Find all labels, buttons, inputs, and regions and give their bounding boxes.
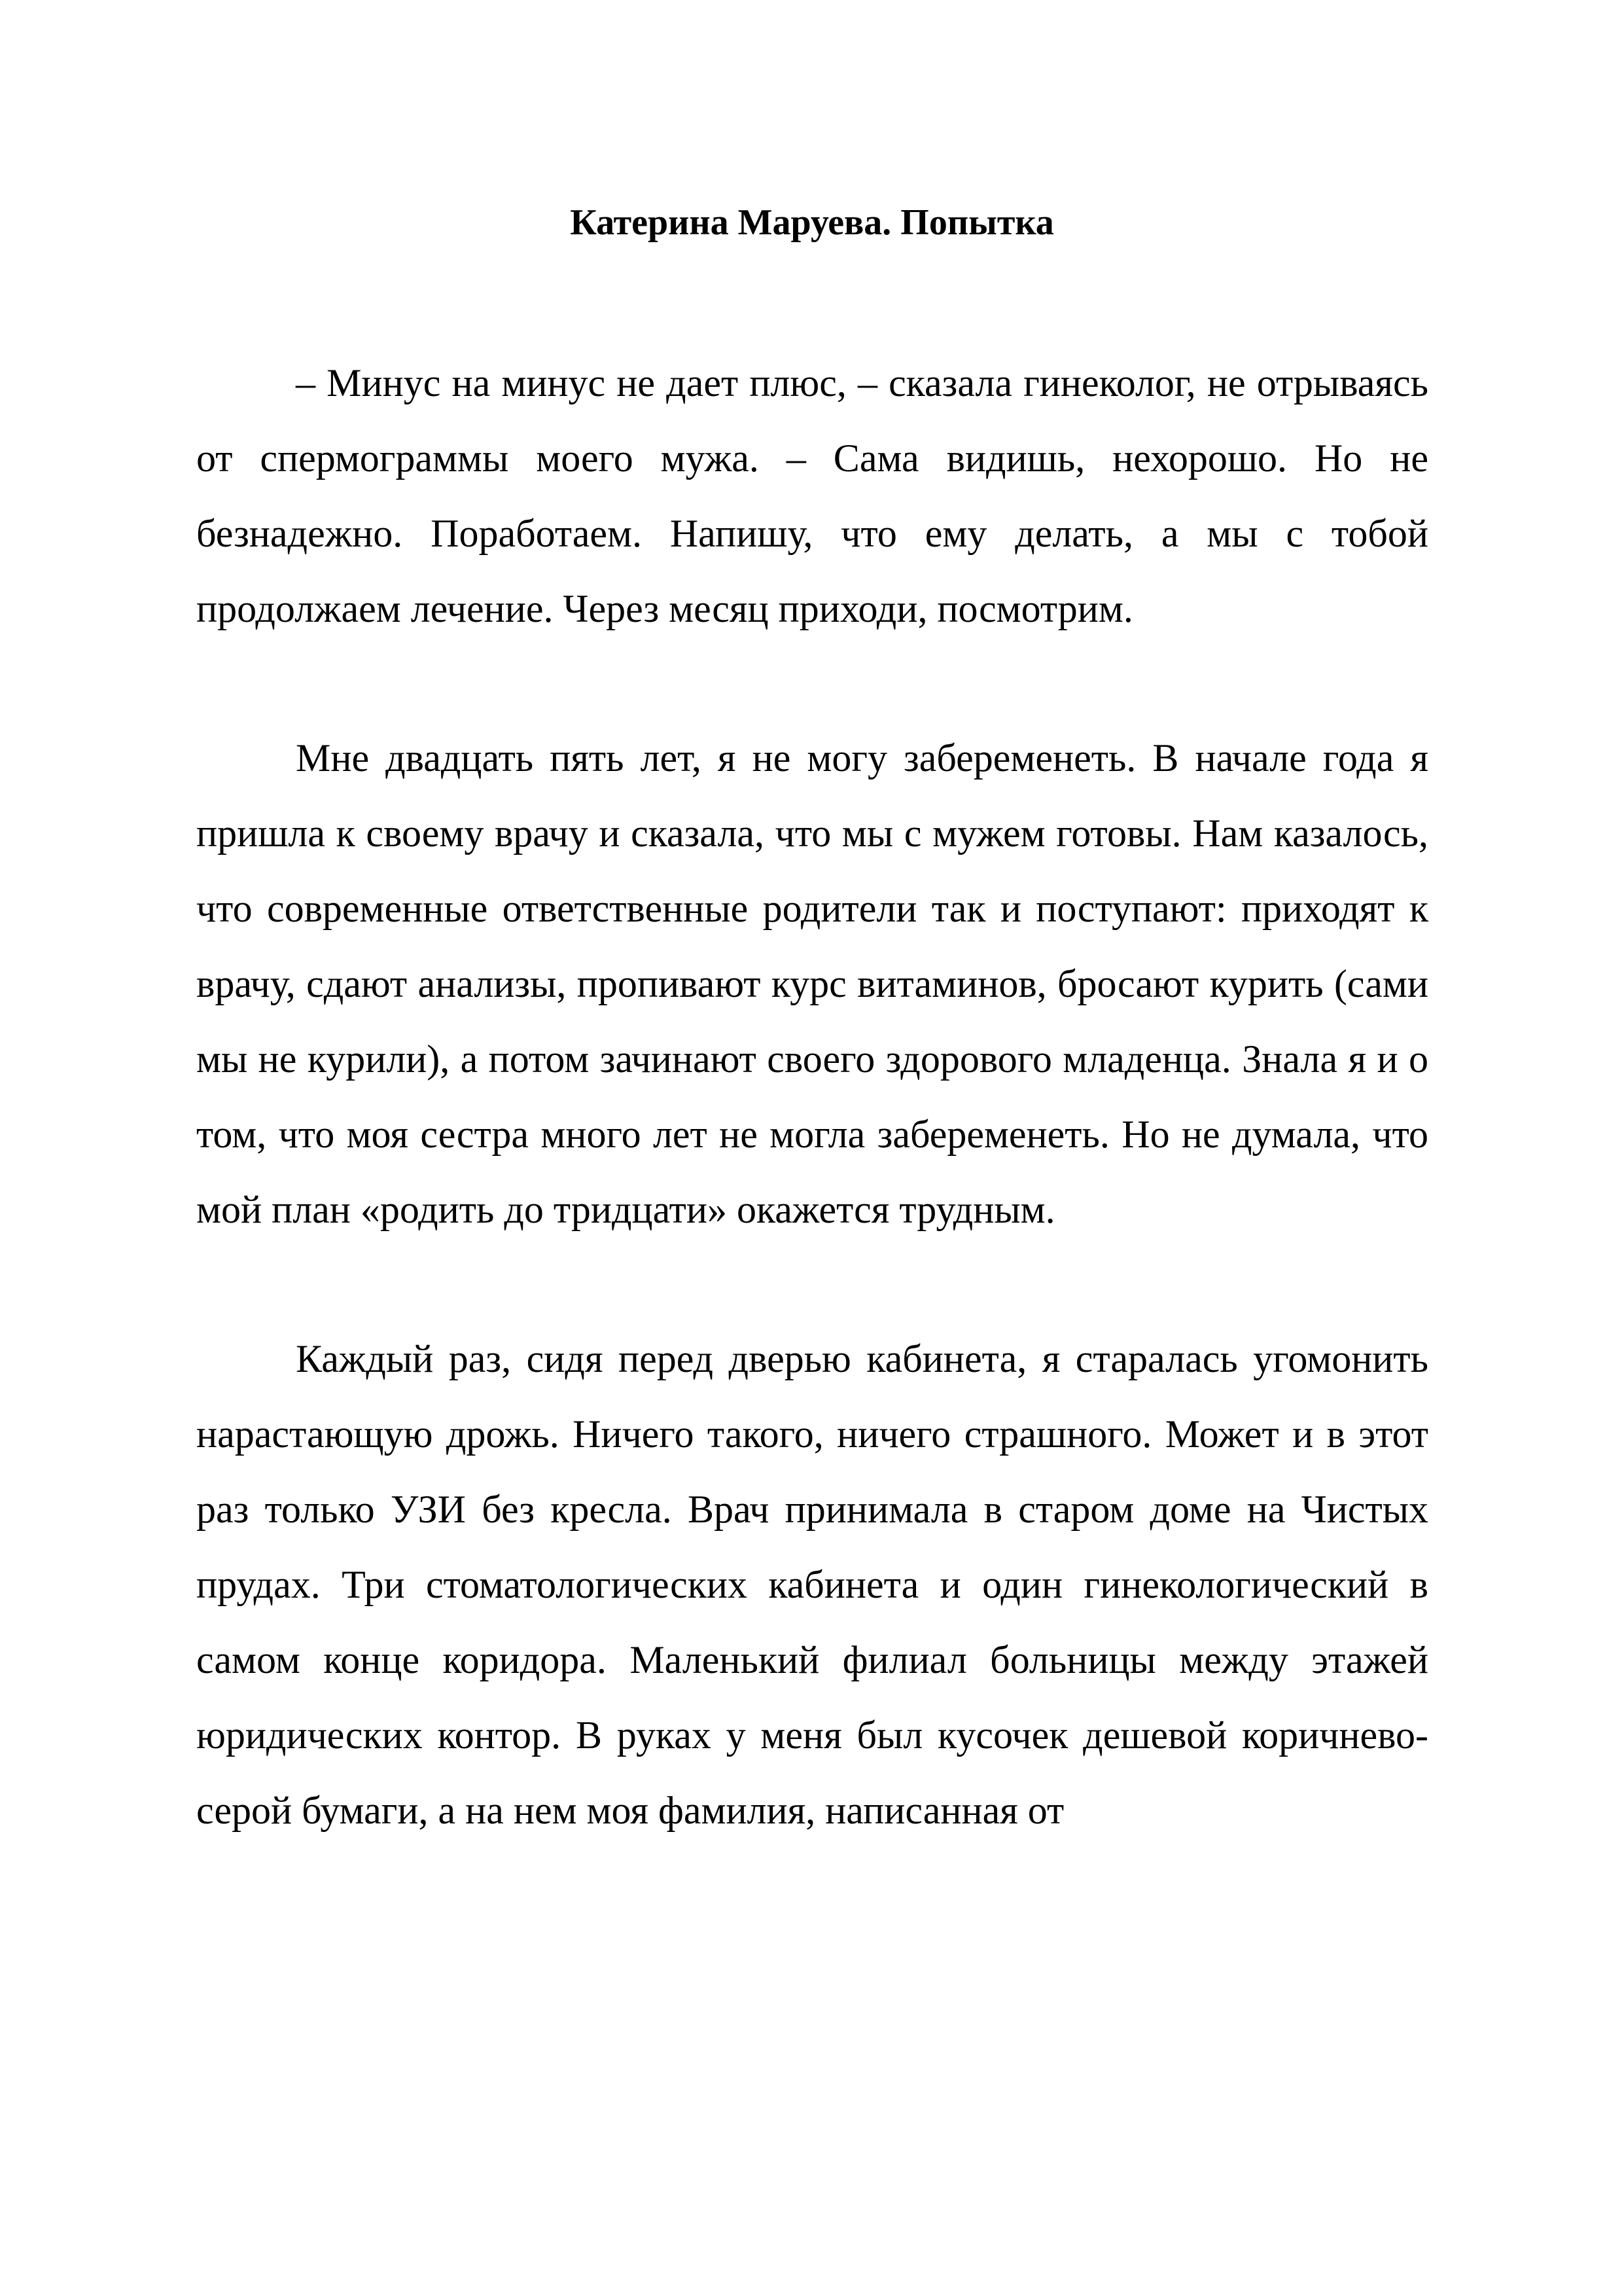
- paragraph: Каждый раз, сидя перед дверью кабинета, я старалась угомонить нарастающую дрожь. Ничего такого, ничего страшного. Может и в этот раз только УЗИ без кресла. Врач принимала в старом доме на Чистых прудах. Три стоматологических кабинета и один гинекологический в самом конце коридора. Маленький филиал больницы между этажей юридических контор. В руках у меня был кусочек дешевой коричнево-серой бумаги, а на нем моя фамилия, написанная от: [196, 1337, 1428, 1832]
- document-body: [196, 346, 1428, 1848]
- document-title: Катерина Маруева. Попытка: [570, 202, 1054, 243]
- paragraph: – Минус на минус не дает плюс, – сказала гинеколог, не отрываясь от спермограммы моего мужа. – Сама видишь, нехорошо. Но не безнадежно. Поработаем. Напишу, что ему делать, а мы с тобой продолжаем лечение. Через месяц приходи, посмотрим.: [196, 361, 1428, 630]
- paragraph: Мне двадцать пять лет, я не могу забеременеть. В начале года я пришла к своему врачу и сказала, что мы с мужем готовы. Нам казалось, что современные ответственные родители так и поступают: приходят к врачу, сдают анализы, пропивают курс витаминов, бросают курить (сами мы не курили), а потом зачинают своего здорового младенца. Знала я и о том, что моя сестра много лет не могла забеременеть. Но не думала, что мой план «родить до тридцати» окажется трудным.: [196, 736, 1428, 1231]
